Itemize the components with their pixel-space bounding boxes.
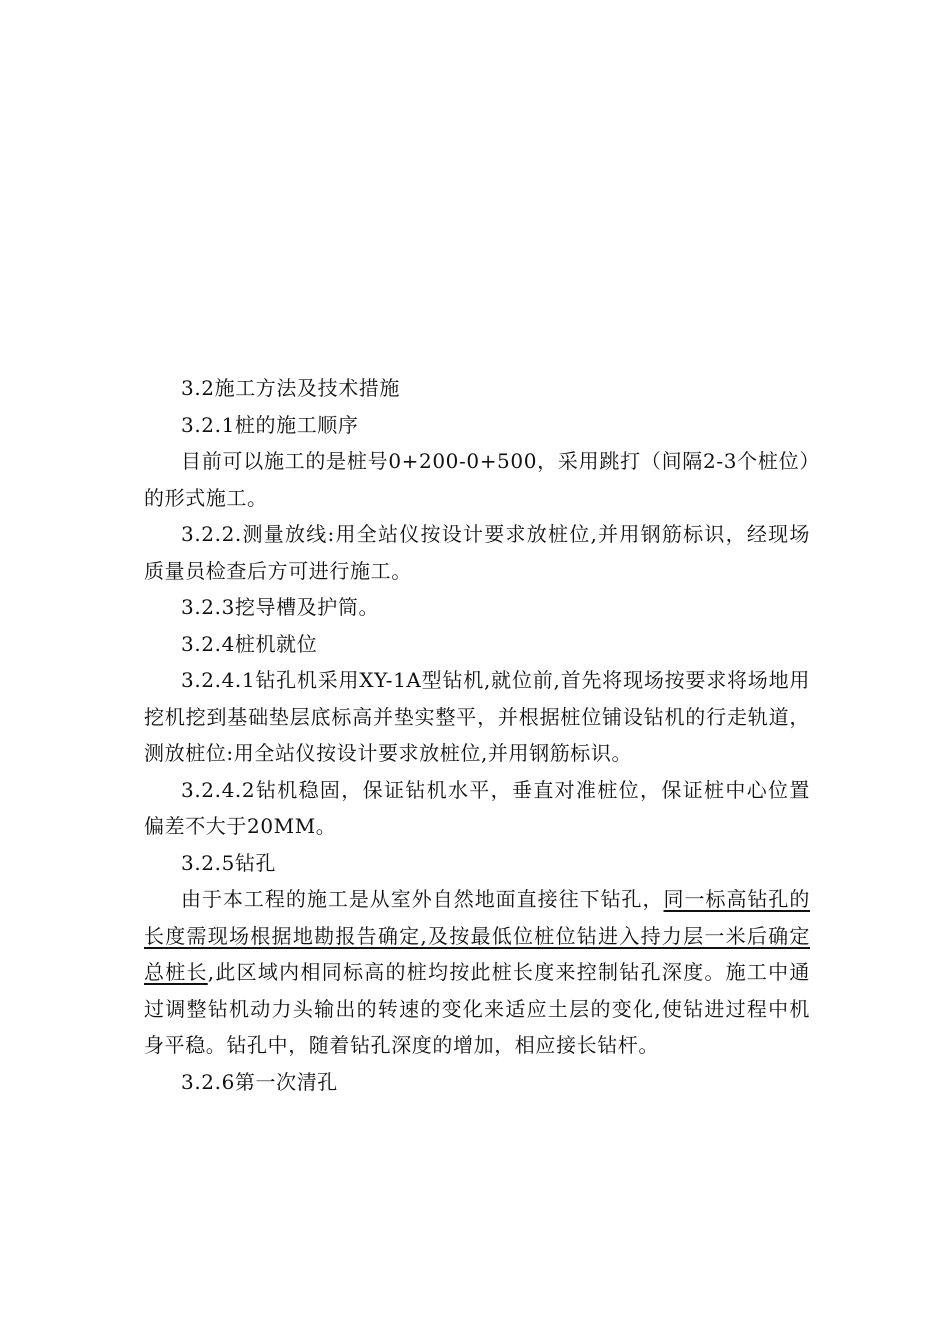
section-heading-3-2-5: 3.2.5钻孔 (181, 850, 277, 875)
drilling-text-after: ,此区域内相同标高的桩均按此桩长度来控制钻孔深度。施工中通过调整钻机动力头输出的转速的变化来适应土层的变化,使钻进过程中机身平稳。钻孔中，随着钻孔深度的增加，相应接长钻杆。 (144, 960, 810, 1057)
section-heading-3-2-6: 3.2.6第一次清孔 (181, 1069, 338, 1094)
section-heading-3-2: 3.2施工方法及技术措施 (181, 376, 401, 400)
section-heading-3-2-4: 3.2.4桩机就位 (181, 631, 318, 656)
document-body (144, 370, 810, 1100)
drilling-text-underlined: 同一标高钻孔的长度需现场根据地勘报告确定,及按最低位桩位钻进入持力层一米后确定总桩长 (144, 887, 810, 984)
section-heading-3-2-1: 3.2.1桩的施工顺序 (181, 412, 359, 437)
paragraph-rig-stability: 3.2.4.2钻机稳固，保证钻机水平，垂直对准桩位，保证桩中心位置偏差不大于20MM。 (144, 777, 810, 838)
paragraph-survey: 3.2.2.测量放线:用全站仪按设计要求放桩位,并用钢筋标识，经现场质量员检查后方可进行施工。 (144, 522, 810, 583)
section-heading-3-2-3: 3.2.3挖导槽及护筒。 (181, 595, 380, 619)
paragraph-drilling (144, 881, 810, 1064)
drilling-text-before: 由于本工程的施工是从室外自然地面直接往下钻孔， (181, 887, 664, 911)
paragraph-rig-setup: 3.2.4.1钻孔机采用XY-1A型钻机,就位前,首先将现场按要求将场地用挖机挖到基础垫层底标高并垫实整平，并根据桩位铺设钻机的行走轨道，测放桩位:用全站仪按设计要求放桩位,并用钢筋标识。 (144, 668, 810, 765)
paragraph-pile-sequence: 目前可以施工的是桩号0+200-0+500，采用跳打（间隔2-3个桩位）的形式施工。 (144, 449, 810, 510)
